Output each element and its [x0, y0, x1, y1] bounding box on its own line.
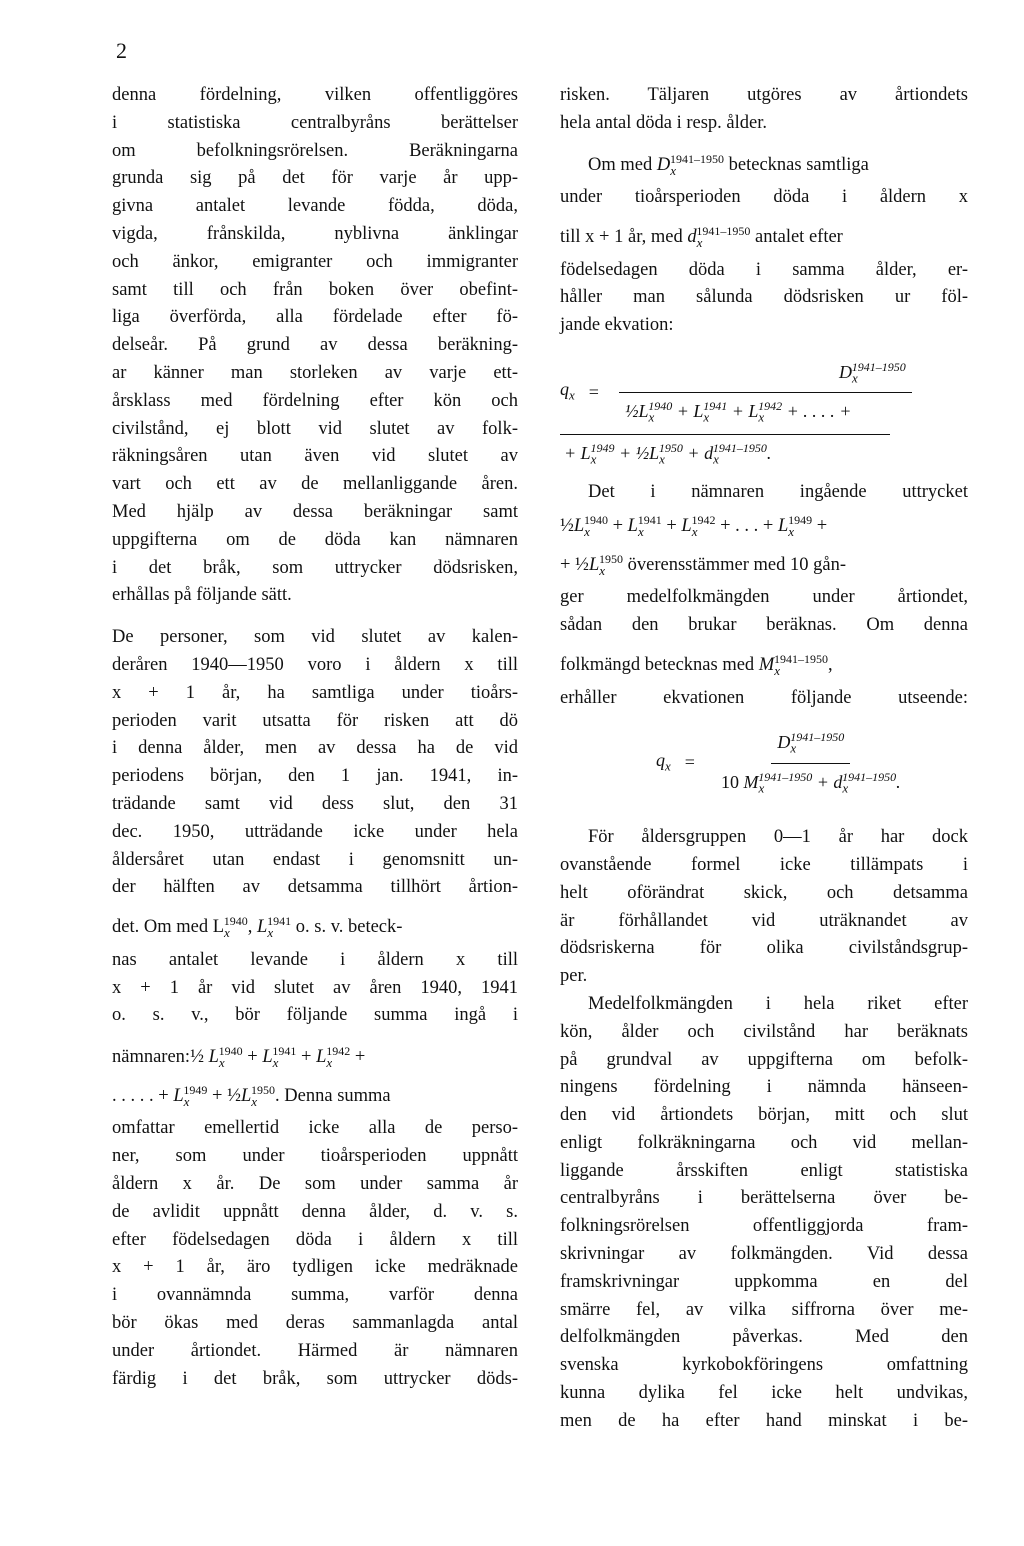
- text-line: o. s. v., bör följande summa ingå i: [112, 1005, 518, 1026]
- text-line: åldersåret utan endast i genomsnitt un-: [112, 849, 518, 870]
- text-line: i statistiska centralbyråns berättelser: [112, 112, 518, 133]
- text-line: jande ekvation:: [560, 315, 674, 336]
- text-line: erhållas på följande sätt.: [112, 585, 292, 606]
- text-line: i ovannämnda summa, varför denna: [112, 1285, 518, 1306]
- text-line: grunda sig på det för varje år upp-: [112, 168, 518, 189]
- left-column: [112, 82, 518, 1393]
- text-line: om befolkningsrörelsen. Beräkningarna: [112, 140, 518, 161]
- text-line: risken. Täljaren utgöres av årtiondets: [560, 85, 968, 105]
- text-line: givna antalet levande födda, döda,: [112, 196, 518, 217]
- text-line: bör ökas med deras sammanlagda antal: [112, 1313, 518, 1333]
- text-line: De personer, som vid slutet av kalen-: [112, 627, 518, 648]
- equation-2: $q_x$ = $\frac{D_x^{1941-1950}}{10 M_x^{1941-1950} + d_x^{1941-1950}.}$: [656, 724, 968, 802]
- text-line: hela antal döda i resp. ålder.: [560, 112, 768, 133]
- text-line: under årtiondet. Härmed är nämnaren: [112, 1340, 518, 1361]
- text-line: der hälften av detsamma tillhört årtion-: [112, 877, 518, 898]
- text-line: trädande samt vid dess slut, den 31: [112, 793, 518, 814]
- text-line: vart och ett av de mellanliggande åren.: [112, 474, 518, 495]
- text-line: dödsriskerna för olika civilståndsgrup-: [560, 938, 968, 959]
- formula-line: $\frac{1}{2}L_x^{1940} + L_x^{1941} + L_x^{1942}$ + . . . + $L_x^{1949}$ +: [560, 513, 828, 539]
- text-line-with-formula: det. Om med $L_x^{1940}$, $L_x^{1941}$ o. s. v. beteck-: [112, 914, 403, 940]
- text-line: håller man sålunda dödsrisken ur föl-: [560, 287, 968, 308]
- text-line: men de ha efter hand minskat i be-: [560, 1410, 968, 1431]
- text-line: de avlidit uppnått denna ålder, d. v. s.: [112, 1201, 518, 1222]
- formula-line: . . . . . + $L_x^{1949}$ + $\frac{1}{2}L_x^{1950}$. Denna summa: [112, 1082, 391, 1109]
- text-line-with-formula: Om med $D_x^{1941-1950}$ betecknas samtliga: [588, 151, 869, 178]
- text-line: på grundval av uppgifterna om befolk-: [560, 1049, 968, 1070]
- text-line: ger medelfolkmängden under årtiondet,: [560, 587, 968, 608]
- text-line: liga överförda, alla fördelade efter fö-: [112, 307, 518, 328]
- text-line: den vid årtiondets början, mitt och slut: [560, 1105, 968, 1126]
- text-line: ar känner man storleken av varje ett-: [112, 362, 518, 383]
- text-line: i det bråk, som uttrycker dödsrisken,: [112, 557, 518, 578]
- right-column: [560, 82, 968, 1436]
- text-line: färdig i det bråk, som uttrycker döds-: [112, 1368, 518, 1389]
- equation-1: $q_x$ = $\frac{D_x^{1941-1950}}{\frac{1}{2}L_x^{1940} + L_x^{1941} + L_x^{1942} + . . . . +}$ + $L_x^{1949}$ + $\frac{1}{2}L_x^{1950} + d_x^{1941-1950}$.: [560, 354, 968, 473]
- text-line: sådan den brukar beräknas. Om denna: [560, 615, 968, 636]
- text-line: liggande årsskiften enligt statistiska: [560, 1160, 968, 1181]
- text-line: efter födelsedagen döda i åldern x till: [112, 1229, 518, 1250]
- text-line: i denna ålder, men av dessa ha de vid: [112, 738, 518, 759]
- text-line: periodens början, den 1 jan. 1941, in-: [112, 766, 518, 787]
- text-line: perioden varit utsatta för risken att dö: [112, 710, 518, 731]
- text-line: under tioårsperioden döda i åldern x: [560, 187, 968, 208]
- text-line-with-formula: + $\frac{1}{2}L_x^{1950}$ överensstämmer med 10 gån-: [560, 551, 846, 578]
- text-line: civilstånd, ej blott vid slutet av folk-: [112, 418, 518, 439]
- text-line: omfattar emellertid icke alla de perso-: [112, 1118, 518, 1139]
- formula-line: nämnaren:½ $L_x^{1940} + L_x^{1941} + L_x^{1942}$ +: [112, 1044, 366, 1070]
- paragraph-1: [112, 82, 518, 610]
- text-line: samt till och från boken över obefint-: [112, 279, 518, 300]
- text-line: nas antalet levande i åldern x till: [112, 949, 518, 970]
- text-line: delfolkmängden påverkas. Med den: [560, 1327, 968, 1348]
- paragraph-2: [112, 624, 518, 1393]
- text-line-with-formula: till x + 1 år, med $d_x^{1941-1950}$ antalet efter: [560, 224, 843, 250]
- text-line: x + 1 år, äro tydligen icke medräknade: [112, 1257, 518, 1278]
- text-line: uppgifterna om de döda kan nämnaren: [112, 529, 518, 550]
- text-line: vigda, frånskilda, nyblivna änklingar: [112, 223, 518, 244]
- text-line: räkningsåren utan även vid slutet av: [112, 446, 518, 467]
- text-line: åldern x år. De som under samma år: [112, 1174, 518, 1195]
- text-line: x + 1 år vid slutet av åren 1940, 1941: [112, 977, 518, 998]
- text-line: denna fördelning, vilken offentliggöres: [112, 85, 518, 105]
- text-line: Medelfolkmängden i hela riket efter: [588, 993, 968, 1014]
- text-line: Med hjälp av dessa beräkningar samt: [112, 501, 518, 522]
- text-line: per.: [560, 966, 588, 987]
- text-line: smärre fel, av vilka siffrorna över me-: [560, 1299, 968, 1320]
- text-line: centralbyråns i berättelserna över be-: [560, 1188, 968, 1209]
- text-line: är förhållandet vid uträknandet av: [560, 910, 968, 931]
- text-line: x + 1 år, ha samtliga under tioårs-: [112, 682, 518, 703]
- text-line-with-formula: folkmängd betecknas med $M_x^{1941-1950}$,: [560, 651, 833, 678]
- page-number: 2: [116, 38, 127, 63]
- text-line: ner, som under tioårsperioden uppnått: [112, 1146, 518, 1167]
- text-line: födelsedagen döda i samma ålder, er-: [560, 259, 968, 280]
- text-line: kön, ålder och civilstånd har beräknats: [560, 1021, 968, 1042]
- text-line: Det i nämnaren ingående uttrycket: [588, 482, 968, 503]
- text-line: folkningsrörelsen offentliggjorda fram-: [560, 1216, 968, 1237]
- text-line: deråren 1940—1950 voro i åldern x till: [112, 654, 518, 675]
- text-line: För åldersgruppen 0—1 år har dock: [588, 827, 968, 848]
- text-line: svenska kyrkobokföringens omfattning: [560, 1355, 968, 1376]
- text-line: och änkor, emigranter och immigranter: [112, 251, 518, 272]
- text-line: delseår. På grund av dessa beräkning-: [112, 335, 518, 356]
- text-line: dec. 1950, utträdande icke under hela: [112, 821, 518, 842]
- text-line: erhåller ekvationen följande utseende:: [560, 687, 968, 708]
- text-line: ovanstående formel icke tillämpats i: [560, 854, 968, 875]
- text-line: ningens fördelning i nämnda hänseen-: [560, 1077, 968, 1098]
- text-line: årsklass med fördelning efter kön och: [112, 390, 518, 411]
- text-line: framskrivningar uppkomma en del: [560, 1271, 968, 1292]
- text-line: skrivningar av folkmängden. Vid dessa: [560, 1244, 968, 1265]
- text-line: kunna dylika fel icke helt undvikas,: [560, 1383, 968, 1404]
- text-line: enligt folkräkningarna och vid mellan-: [560, 1132, 968, 1153]
- text-line: helt oförändrat skick, och detsamma: [560, 882, 968, 903]
